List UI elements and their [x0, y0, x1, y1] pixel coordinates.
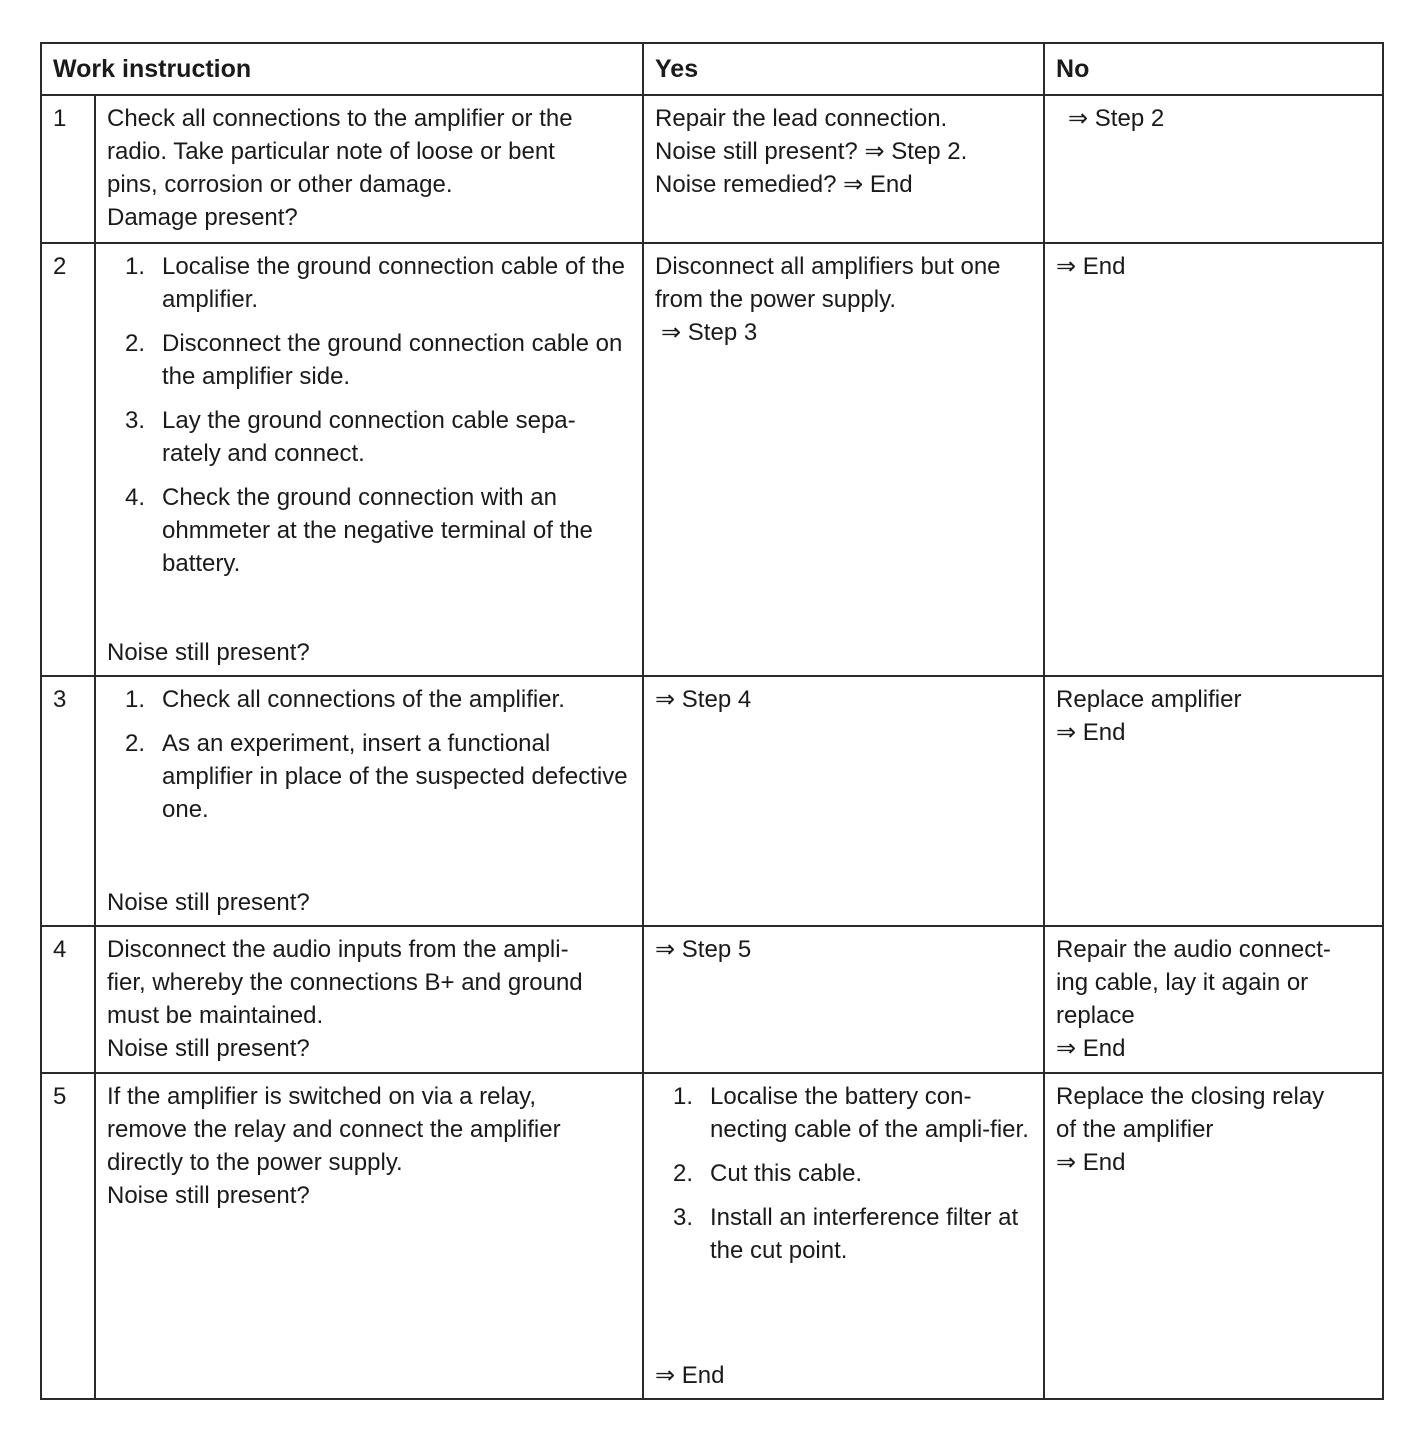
- yes-cell: [643, 676, 1044, 926]
- list-item-text: Disconnect the ground connection cable on the amplifier side.: [162, 330, 623, 390]
- work-instruction-table: [40, 42, 1384, 1400]
- instruction-line: directly to the power supply.: [107, 1149, 403, 1176]
- yes-list: [655, 1080, 1032, 1267]
- no-line: ⇒ End: [1056, 1149, 1126, 1176]
- step-number: 5: [41, 1073, 95, 1399]
- list-item: [125, 404, 631, 470]
- yes-line: Noise still present? ⇒ Step 2.: [655, 138, 968, 165]
- list-item: [125, 481, 631, 580]
- list-item-number: 1.: [125, 686, 146, 713]
- yes-line: ⇒ Step 3: [661, 319, 758, 346]
- list-item: [125, 683, 631, 716]
- instruction-cell: [95, 926, 643, 1073]
- no-line: Repair the audio connect-: [1056, 936, 1331, 963]
- instruction-line: radio. Take particular note of loose or bent: [107, 138, 555, 165]
- no-cell: [1044, 1073, 1383, 1399]
- instruction-line: fier, whereby the connections B+ and ground: [107, 969, 583, 996]
- list-item-number: 4.: [125, 484, 146, 511]
- no-cell: [1044, 926, 1383, 1073]
- instruction-cell: [95, 95, 643, 243]
- header-yes: Yes: [643, 43, 1044, 95]
- no-line: Replace the closing relay: [1056, 1083, 1325, 1110]
- yes-cell: [643, 1073, 1044, 1399]
- list-item-text: Localise the ground connection cable of the amplifier.: [162, 253, 625, 313]
- instruction-line: pins, corrosion or other damage.: [107, 171, 453, 198]
- list-item-number: 2.: [673, 1160, 694, 1187]
- instruction-line: Disconnect the audio inputs from the ampli-: [107, 936, 569, 963]
- instruction-question: Noise still present?: [107, 1035, 310, 1062]
- list-item-number: 2.: [125, 730, 146, 757]
- yes-line: ⇒ Step 4: [655, 686, 752, 713]
- instruction-line: remove the relay and connect the amplifier: [107, 1116, 561, 1143]
- no-cell: [1044, 243, 1383, 676]
- yes-line: Disconnect all amplifiers but one: [655, 253, 1001, 280]
- step-number: 2: [41, 243, 95, 676]
- list-item-number: 3.: [125, 407, 146, 434]
- no-line: ⇒ End: [1056, 253, 1126, 280]
- no-line: of the amplifier: [1056, 1116, 1214, 1143]
- table-row: [41, 926, 1383, 1073]
- instruction-cell: [95, 1073, 643, 1399]
- list-item-number: 3.: [673, 1204, 694, 1231]
- no-line: ⇒ End: [1056, 719, 1126, 746]
- step-number: 1: [41, 95, 95, 243]
- no-line: ⇒ End: [1056, 1035, 1126, 1062]
- no-line: Replace amplifier: [1056, 686, 1242, 713]
- list-item-number: 1.: [125, 253, 146, 280]
- yes-end: ⇒ End: [655, 1362, 725, 1389]
- instruction-line: Check all connections to the amplifier or the: [107, 105, 573, 132]
- no-line: ⇒ Step 2: [1068, 105, 1165, 132]
- list-item-text: Lay the ground connection cable sepa-rately and connect.: [162, 407, 576, 467]
- list-item-text: Cut this cable.: [710, 1160, 863, 1187]
- header-work-instruction: Work instruction: [41, 43, 643, 95]
- list-item-text: Check all connections of the amplifier.: [162, 686, 565, 713]
- table-row: [41, 1073, 1383, 1399]
- list-item: [125, 727, 631, 826]
- instruction-cell: [95, 243, 643, 676]
- list-item-number: 2.: [125, 330, 146, 357]
- no-cell: [1044, 676, 1383, 926]
- yes-line: ⇒ Step 5: [655, 936, 752, 963]
- list-item: [673, 1157, 1032, 1190]
- instruction-question: Noise still present?: [107, 639, 310, 666]
- list-item: [125, 250, 631, 316]
- list-item-text: As an experiment, insert a functional amplifier in place of the suspected defective one.: [162, 730, 628, 823]
- instruction-question: Noise still present?: [107, 889, 310, 916]
- no-cell: [1044, 95, 1383, 243]
- yes-cell: [643, 243, 1044, 676]
- list-item-text: Check the ground connection with an ohmmeter at the negative terminal of the battery.: [162, 484, 593, 577]
- list-item-number: 1.: [673, 1083, 694, 1110]
- yes-line: Repair the lead connection.: [655, 105, 948, 132]
- instruction-question: Damage present?: [107, 204, 298, 231]
- table-row: [41, 676, 1383, 926]
- list-item: [125, 327, 631, 393]
- step-number: 3: [41, 676, 95, 926]
- header-no: No: [1044, 43, 1383, 95]
- instruction-cell: [95, 676, 643, 926]
- yes-cell: [643, 926, 1044, 1073]
- no-line: ing cable, lay it again or: [1056, 969, 1309, 996]
- table-row: [41, 95, 1383, 243]
- yes-line: Noise remedied? ⇒ End: [655, 171, 913, 198]
- step-number: 4: [41, 926, 95, 1073]
- instruction-question: Noise still present?: [107, 1182, 310, 1209]
- instruction-line: If the amplifier is switched on via a relay,: [107, 1083, 537, 1110]
- list-item: [673, 1201, 1032, 1267]
- list-item-text: Install an interference filter at the cut point.: [710, 1204, 1019, 1264]
- no-line: replace: [1056, 1002, 1135, 1029]
- header-row: [41, 43, 1383, 95]
- instruction-line: must be maintained.: [107, 1002, 324, 1029]
- yes-line: from the power supply.: [655, 286, 897, 313]
- yes-cell: [643, 95, 1044, 243]
- table-row: [41, 243, 1383, 676]
- list-item: [673, 1080, 1032, 1146]
- instruction-list: [107, 250, 631, 580]
- instruction-list: [107, 683, 631, 826]
- list-item-text: Localise the battery con-necting cable of the ampli-fier.: [710, 1083, 1029, 1143]
